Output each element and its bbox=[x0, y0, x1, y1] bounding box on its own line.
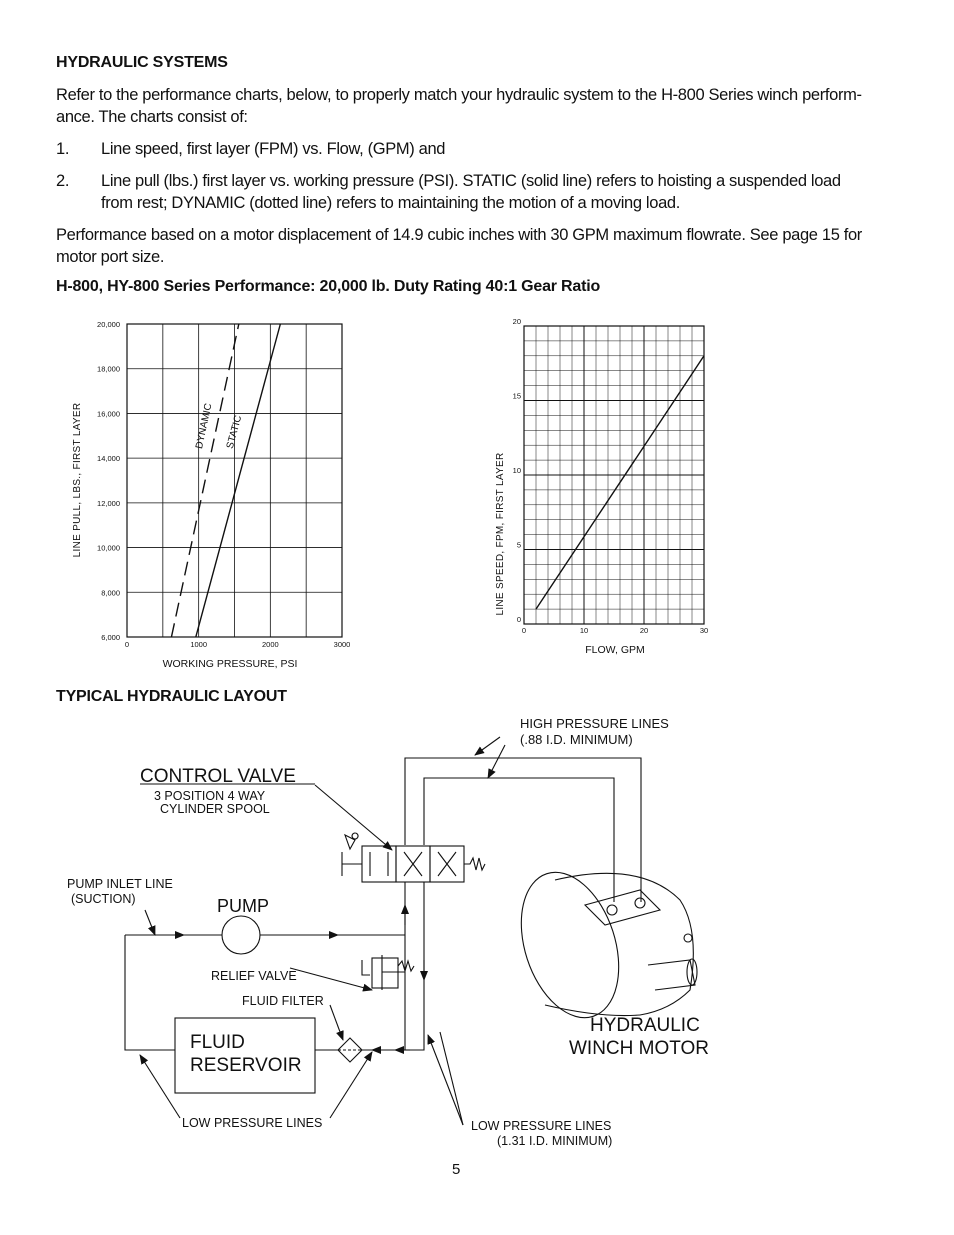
y-tick-label: 14,000 bbox=[97, 454, 120, 464]
suction-label: (SUCTION) bbox=[71, 892, 136, 906]
y-tick-label: 10 bbox=[512, 466, 521, 475]
dynamic-label: DYNAMIC bbox=[194, 402, 215, 450]
relief-valve-label: RELIEF VALVE bbox=[211, 969, 297, 983]
x-tick-label: 0 bbox=[124, 640, 130, 649]
x-axis-label: FLOW, GPM bbox=[585, 644, 645, 656]
x-axis-label: WORKING PRESSURE, PSI bbox=[162, 658, 298, 670]
line-speed-chart bbox=[488, 316, 718, 661]
reservoir-label-1: FLUID bbox=[190, 1032, 245, 1053]
x-tick-label: 30 bbox=[699, 626, 709, 635]
low-pressure-left-label: LOW PRESSURE LINES bbox=[182, 1116, 323, 1130]
y-tick-label: 20,000 bbox=[97, 320, 120, 329]
y-tick-label: 20 bbox=[512, 317, 521, 326]
performance-line-2: motor port size. bbox=[56, 248, 165, 266]
reservoir-label-2: RESERVOIR bbox=[190, 1055, 302, 1076]
x-tick-label: 10 bbox=[579, 626, 589, 635]
list-number: 1. bbox=[56, 140, 70, 158]
y-axis-label: LINE PULL, LBS., FIRST LAYER bbox=[72, 402, 83, 558]
high-pressure-size: (.88 I.D. MINIMUM) bbox=[520, 732, 633, 747]
static-label: STATIC bbox=[224, 414, 245, 450]
performance-line-1: Performance based on a motor displacement of 14.9 cubic inches with 30 GPM maximum flowrate. See page 15 for bbox=[56, 226, 862, 244]
x-tick-label: 1000 bbox=[190, 640, 208, 649]
low-pressure-right-size: (1.31 I.D. MINIMUM) bbox=[497, 1134, 613, 1148]
chart-grid bbox=[127, 324, 342, 637]
page-number: 5 bbox=[452, 1161, 461, 1178]
y-tick-label: 6,000 bbox=[101, 633, 120, 642]
y-tick-label: 10,000 bbox=[97, 543, 120, 553]
x-tick-label: 2000 bbox=[261, 640, 279, 649]
chart-heading: H-800, HY-800 Series Performance: 20,000 lb. Duty Rating 40:1 Gear Ratio bbox=[56, 278, 601, 295]
spool-label-1: 3 POSITION 4 WAY bbox=[154, 789, 266, 803]
layout-heading: TYPICAL HYDRAULIC LAYOUT bbox=[56, 688, 287, 705]
intro-line-1: Refer to the performance charts, below, to properly match your hydraulic system to the H-800 Series winch perform- bbox=[56, 86, 862, 104]
list-item-text: Line pull (lbs.) first layer vs. working pressure (PSI). STATIC (solid line) refers to hoisting a suspended load bbox=[101, 172, 841, 190]
y-tick-label: 5 bbox=[516, 540, 521, 550]
dynamic-series-line bbox=[171, 324, 238, 637]
y-tick-label: 8,000 bbox=[101, 588, 120, 598]
fluid-filter-label: FLUID FILTER bbox=[242, 994, 324, 1008]
x-tick-label: 0 bbox=[521, 626, 527, 635]
high-pressure-label: HIGH PRESSURE LINES bbox=[520, 716, 669, 731]
chart-grid bbox=[524, 326, 704, 624]
y-axis-label: LINE SPEED, FPM, FIRST LAYER bbox=[495, 452, 506, 616]
y-tick-label: 18,000 bbox=[97, 364, 120, 374]
intro-line-2: ance. The charts consist of: bbox=[56, 108, 248, 126]
spool-label-2: CYLINDER SPOOL bbox=[160, 802, 270, 816]
x-tick-label: 3000 bbox=[333, 640, 351, 649]
list-item-text-continued: from rest; DYNAMIC (dotted line) refers to maintaining the motion of a moving load. bbox=[101, 194, 680, 212]
line-pull-chart bbox=[60, 312, 380, 677]
section-heading: HYDRAULIC SYSTEMS bbox=[56, 54, 228, 71]
control-valve-label: CONTROL VALVE bbox=[140, 766, 296, 787]
y-tick-label: 15 bbox=[512, 391, 521, 401]
y-tick-label: 16,000 bbox=[97, 409, 120, 419]
list-number: 2. bbox=[56, 172, 70, 190]
x-tick-label: 20 bbox=[639, 626, 649, 635]
y-tick-label: 0 bbox=[516, 615, 521, 624]
motor-label-1: HYDRAULIC bbox=[590, 1015, 700, 1036]
pump-label: PUMP bbox=[217, 896, 270, 916]
hydraulic-layout-diagram bbox=[0, 700, 954, 1160]
pump-inlet-label: PUMP INLET LINE bbox=[67, 877, 173, 891]
motor-label-2: WINCH MOTOR bbox=[569, 1038, 710, 1059]
low-pressure-right-label: LOW PRESSURE LINES bbox=[471, 1119, 612, 1133]
static-series-line bbox=[196, 324, 281, 637]
y-tick-label: 12,000 bbox=[97, 498, 120, 508]
list-item-text: Line speed, first layer (FPM) vs. Flow, (GPM) and bbox=[101, 140, 446, 158]
